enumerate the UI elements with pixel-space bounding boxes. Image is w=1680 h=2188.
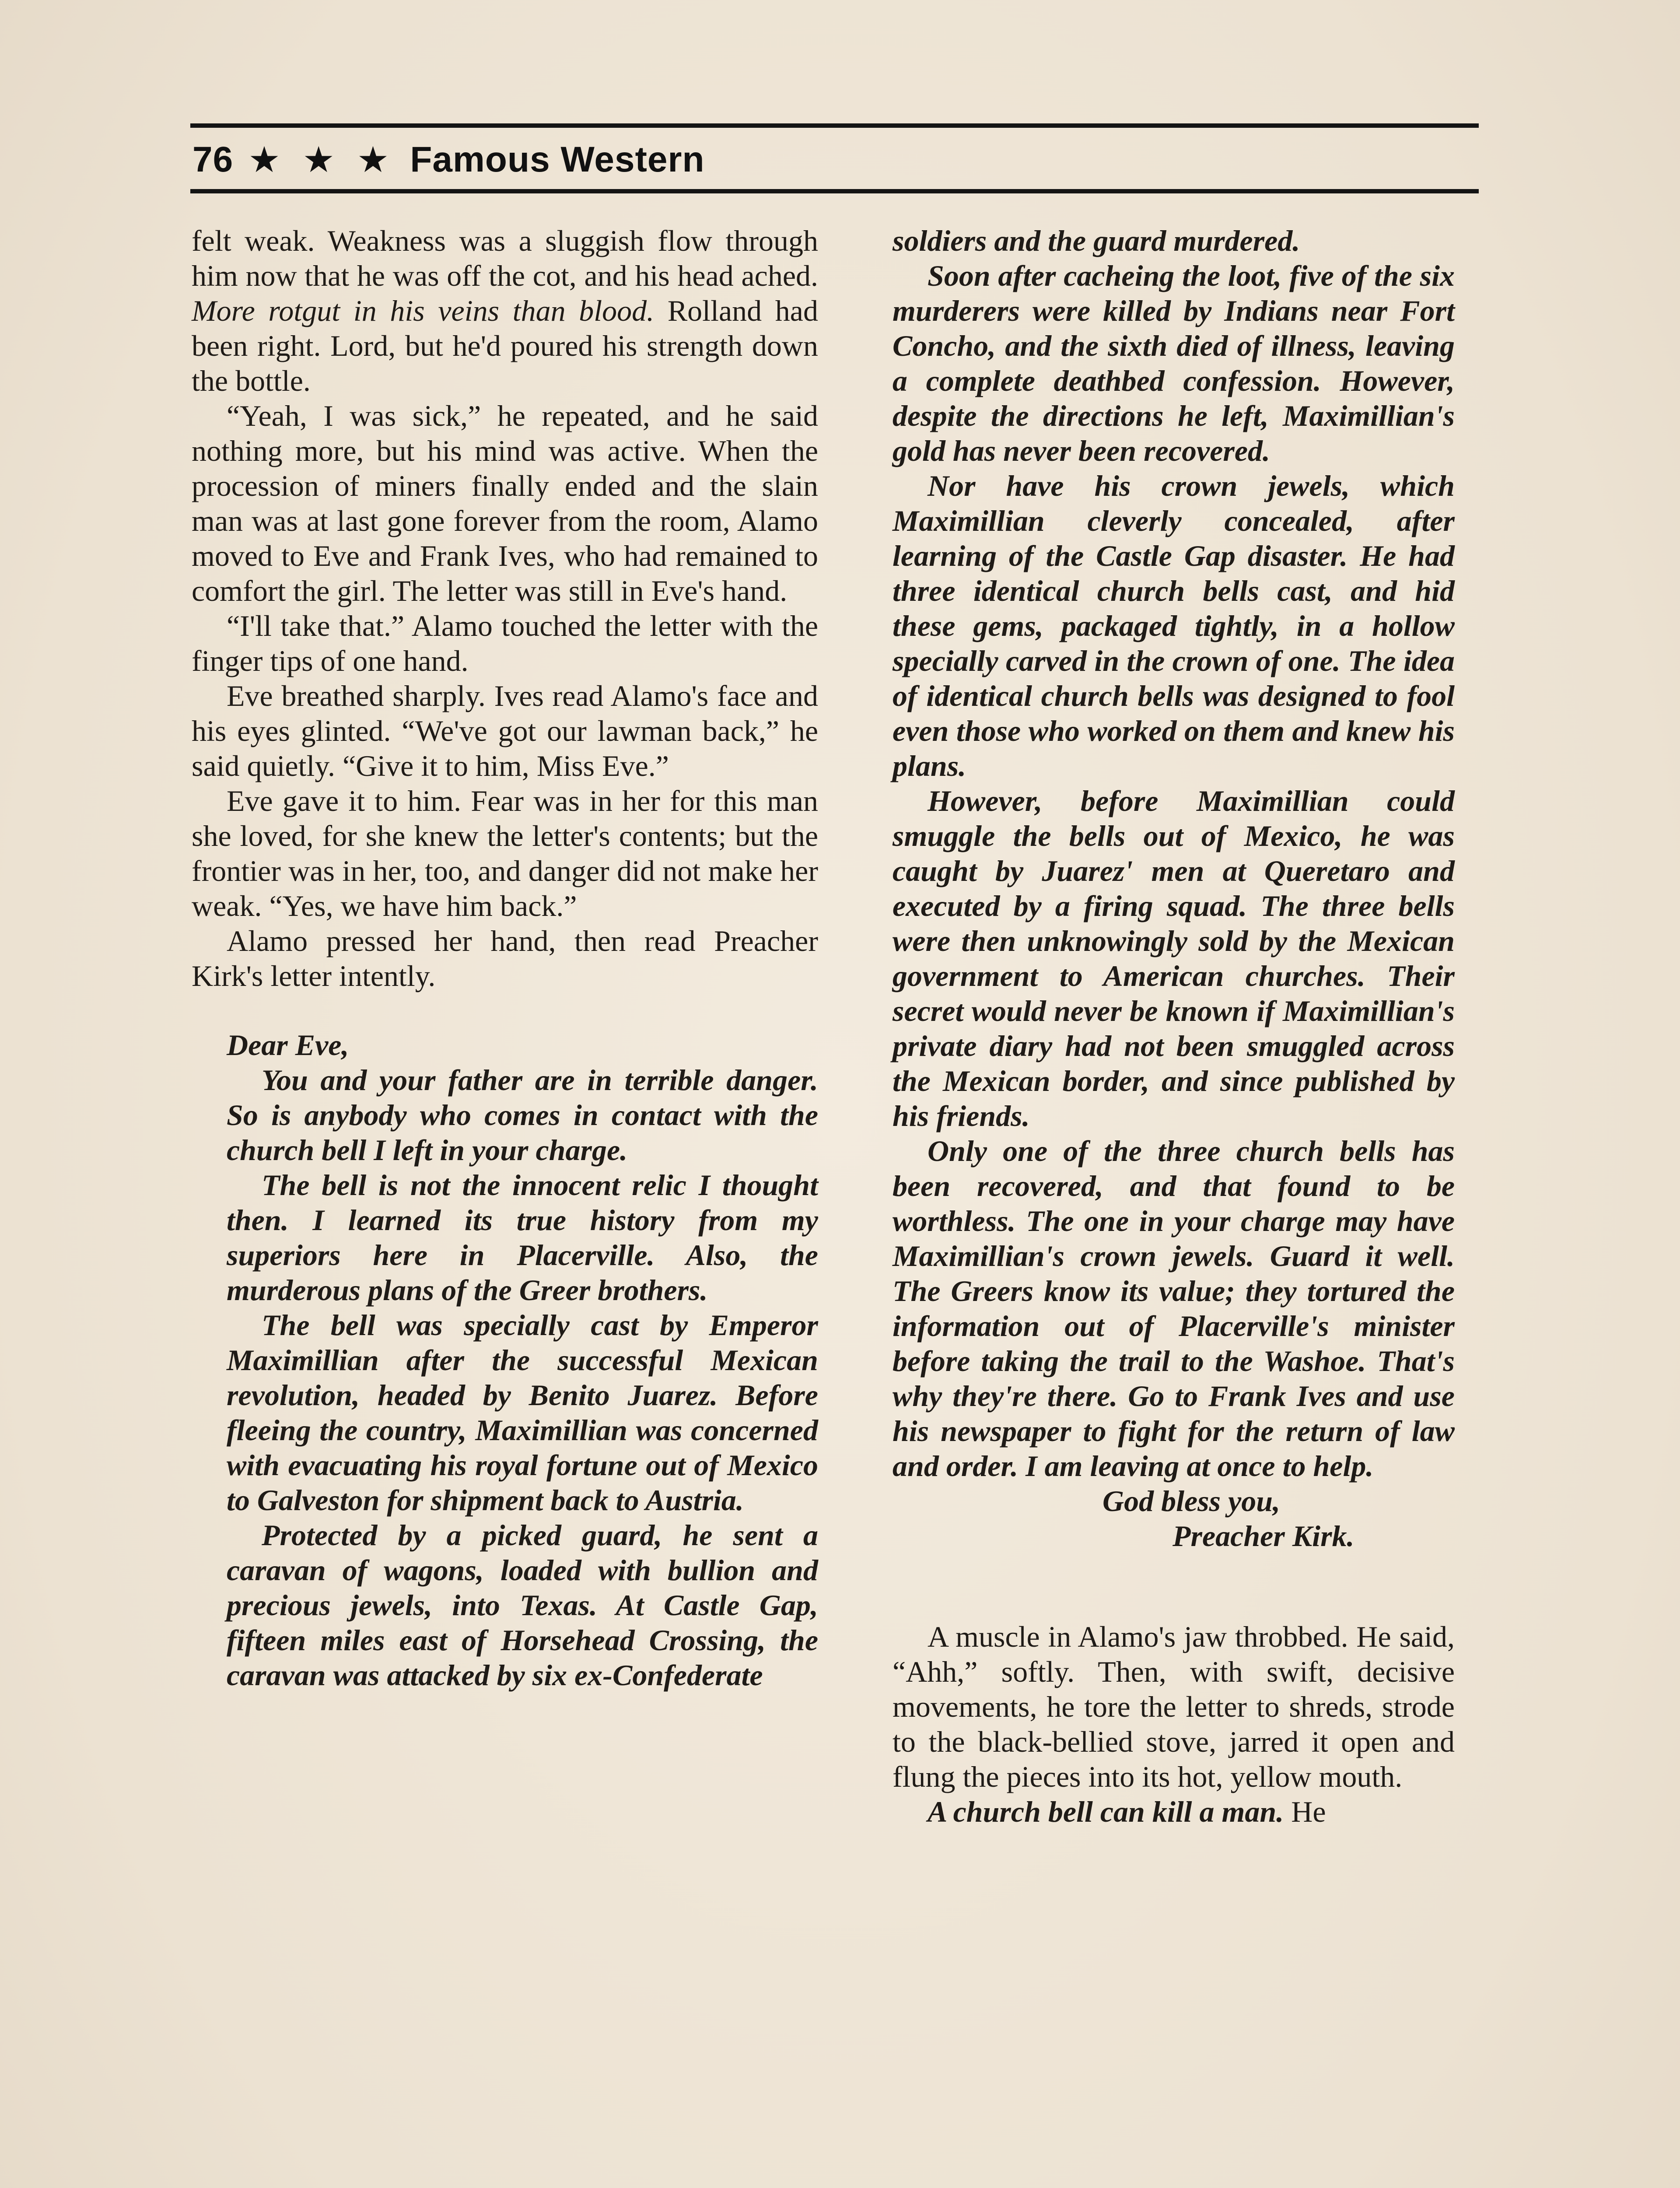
paragraph	[892, 1794, 1455, 1829]
signoff-line: God bless you,	[1102, 1484, 1281, 1518]
header-bottom-rule	[190, 189, 1479, 193]
letter-paragraph: soldiers and the guard murdered.	[892, 224, 1300, 257]
italic-thought: More rotgut in his veins than blood.	[192, 294, 654, 327]
header-stars: ★ ★ ★	[248, 140, 396, 180]
letter-paragraph: Soon after cacheing the loot, five of the six murderers were killed by Indians near Fort Concho, and the sixth died of illness, leaving a complete deathbed confession. However, despite the directions he left, Maximillian's gold has never been recovered.	[892, 259, 1455, 467]
letter-paragraph: The bell is not the innocent relic I thought then. I learned its true history from my superiors here in Placerville. Also, the murderous plans of the Greer brothers.	[227, 1168, 818, 1307]
paragraph: Eve gave it to him. Fear was in her for this man she loved, for she knew the letter's contents; but the frontier was in her, too, and danger did not make her weak. “Yes, we have him back.”	[192, 784, 818, 922]
paragraph: “Yeah, I was sick,” he repeated, and he said nothing more, but his mind was active. When the procession of miners finally ended and the slain man was at last gone forever from the room, Alamo moved to Eve and Frank Ives, who had remained to comfort the girl. The letter was still in Eve's hand.	[192, 399, 818, 607]
letter-paragraph: However, before Maximillian could smuggle the bells out of Mexico, he was caught by Juarez' men at Queretaro and executed by a firing squad. The three bells were then unknowingly sold by the Mexican government to American churches. Their secret would never be known if Maximillian's private diary had not been smuggled across the Mexican border, and since published by his friends.	[892, 784, 1455, 1133]
paragraph: A muscle in Alamo's jaw throbbed. He said, “Ahh,” softly. Then, with swift, decisive movements, he tore the letter to shreds, strode to the black-bellied stove, jarred it open and flung the pieces into its hot, yellow mouth.	[892, 1620, 1455, 1793]
paragraph-text: He	[1291, 1795, 1326, 1828]
letter-continuation	[892, 223, 1455, 1483]
letter-block	[192, 1027, 818, 1693]
letter-paragraph: You and your father are in terrible danger. So is anybody who comes in contact with the church bell I left in your charge.	[227, 1063, 818, 1167]
section-gap	[892, 1553, 1455, 1619]
right-column	[892, 223, 1455, 1829]
header-top-rule	[190, 123, 1479, 128]
signature-line: Preacher Kirk.	[1172, 1519, 1354, 1553]
letter-salutation: Dear Eve,	[227, 1028, 349, 1062]
letter-signoff	[892, 1483, 1455, 1553]
left-column	[192, 223, 818, 1693]
letter-paragraph: Nor have his crown jewels, which Maximillian cleverly concealed, after learning of the Castle Gap disaster. He had three identical church bells cast, and hid these gems, packaged tightly, in a hollow specially carved in the crown of one. The idea of identical church bells was designed to fool even those who worked on them and knew his plans.	[892, 469, 1455, 782]
page-number: 76	[192, 140, 234, 179]
italic-thought: A church bell can kill a man.	[928, 1795, 1284, 1828]
paragraph	[192, 223, 818, 398]
magazine-title: Famous Western	[410, 140, 705, 179]
letter-paragraph: Only one of the three church bells has been recovered, and that found to be worthless. The one in your charge may have Maximillian's crown jewels. Guard it well. The Greers know its value; they tortured the information out of Placerville's minister before taking the trail to the Washoe. That's why they're there. Go to Frank Ives and use his newspaper to fight for the return of law and order. I am leaving at once to help.	[892, 1134, 1455, 1483]
paragraph-text: felt weak. Weakness was a sluggish flow through him now that he was off the cot, and his head ached.	[192, 224, 818, 292]
letter-paragraph: Protected by a picked guard, he sent a caravan of wagons, loaded with bullion and precious jewels, into Texas. At Castle Gap, fifteen miles east of Horsehead Crossing, the caravan was attacked by six ex-Confederate	[227, 1518, 818, 1692]
paragraph: “I'll take that.” Alamo touched the letter with the finger tips of one hand.	[192, 609, 818, 677]
paragraph: Eve breathed sharply. Ives read Alamo's face and his eyes glinted. “We've got our lawman back,” he said quietly. “Give it to him, Miss Eve.”	[192, 679, 818, 782]
letter-paragraph: The bell was specially cast by Emperor Maximillian after the successful Mexican revolution, headed by Benito Juarez. Before fleeing the country, Maximillian was concerned with evacuating his royal fortune out of Mexico to Galveston for shipment back to Austria.	[227, 1308, 818, 1517]
paragraph: Alamo pressed her hand, then read Preacher Kirk's letter intently.	[192, 924, 818, 992]
paragraph-text: Rolland had been right. Lord, but he'd poured his strength down the bottle.	[192, 294, 818, 397]
page-header	[192, 133, 705, 186]
